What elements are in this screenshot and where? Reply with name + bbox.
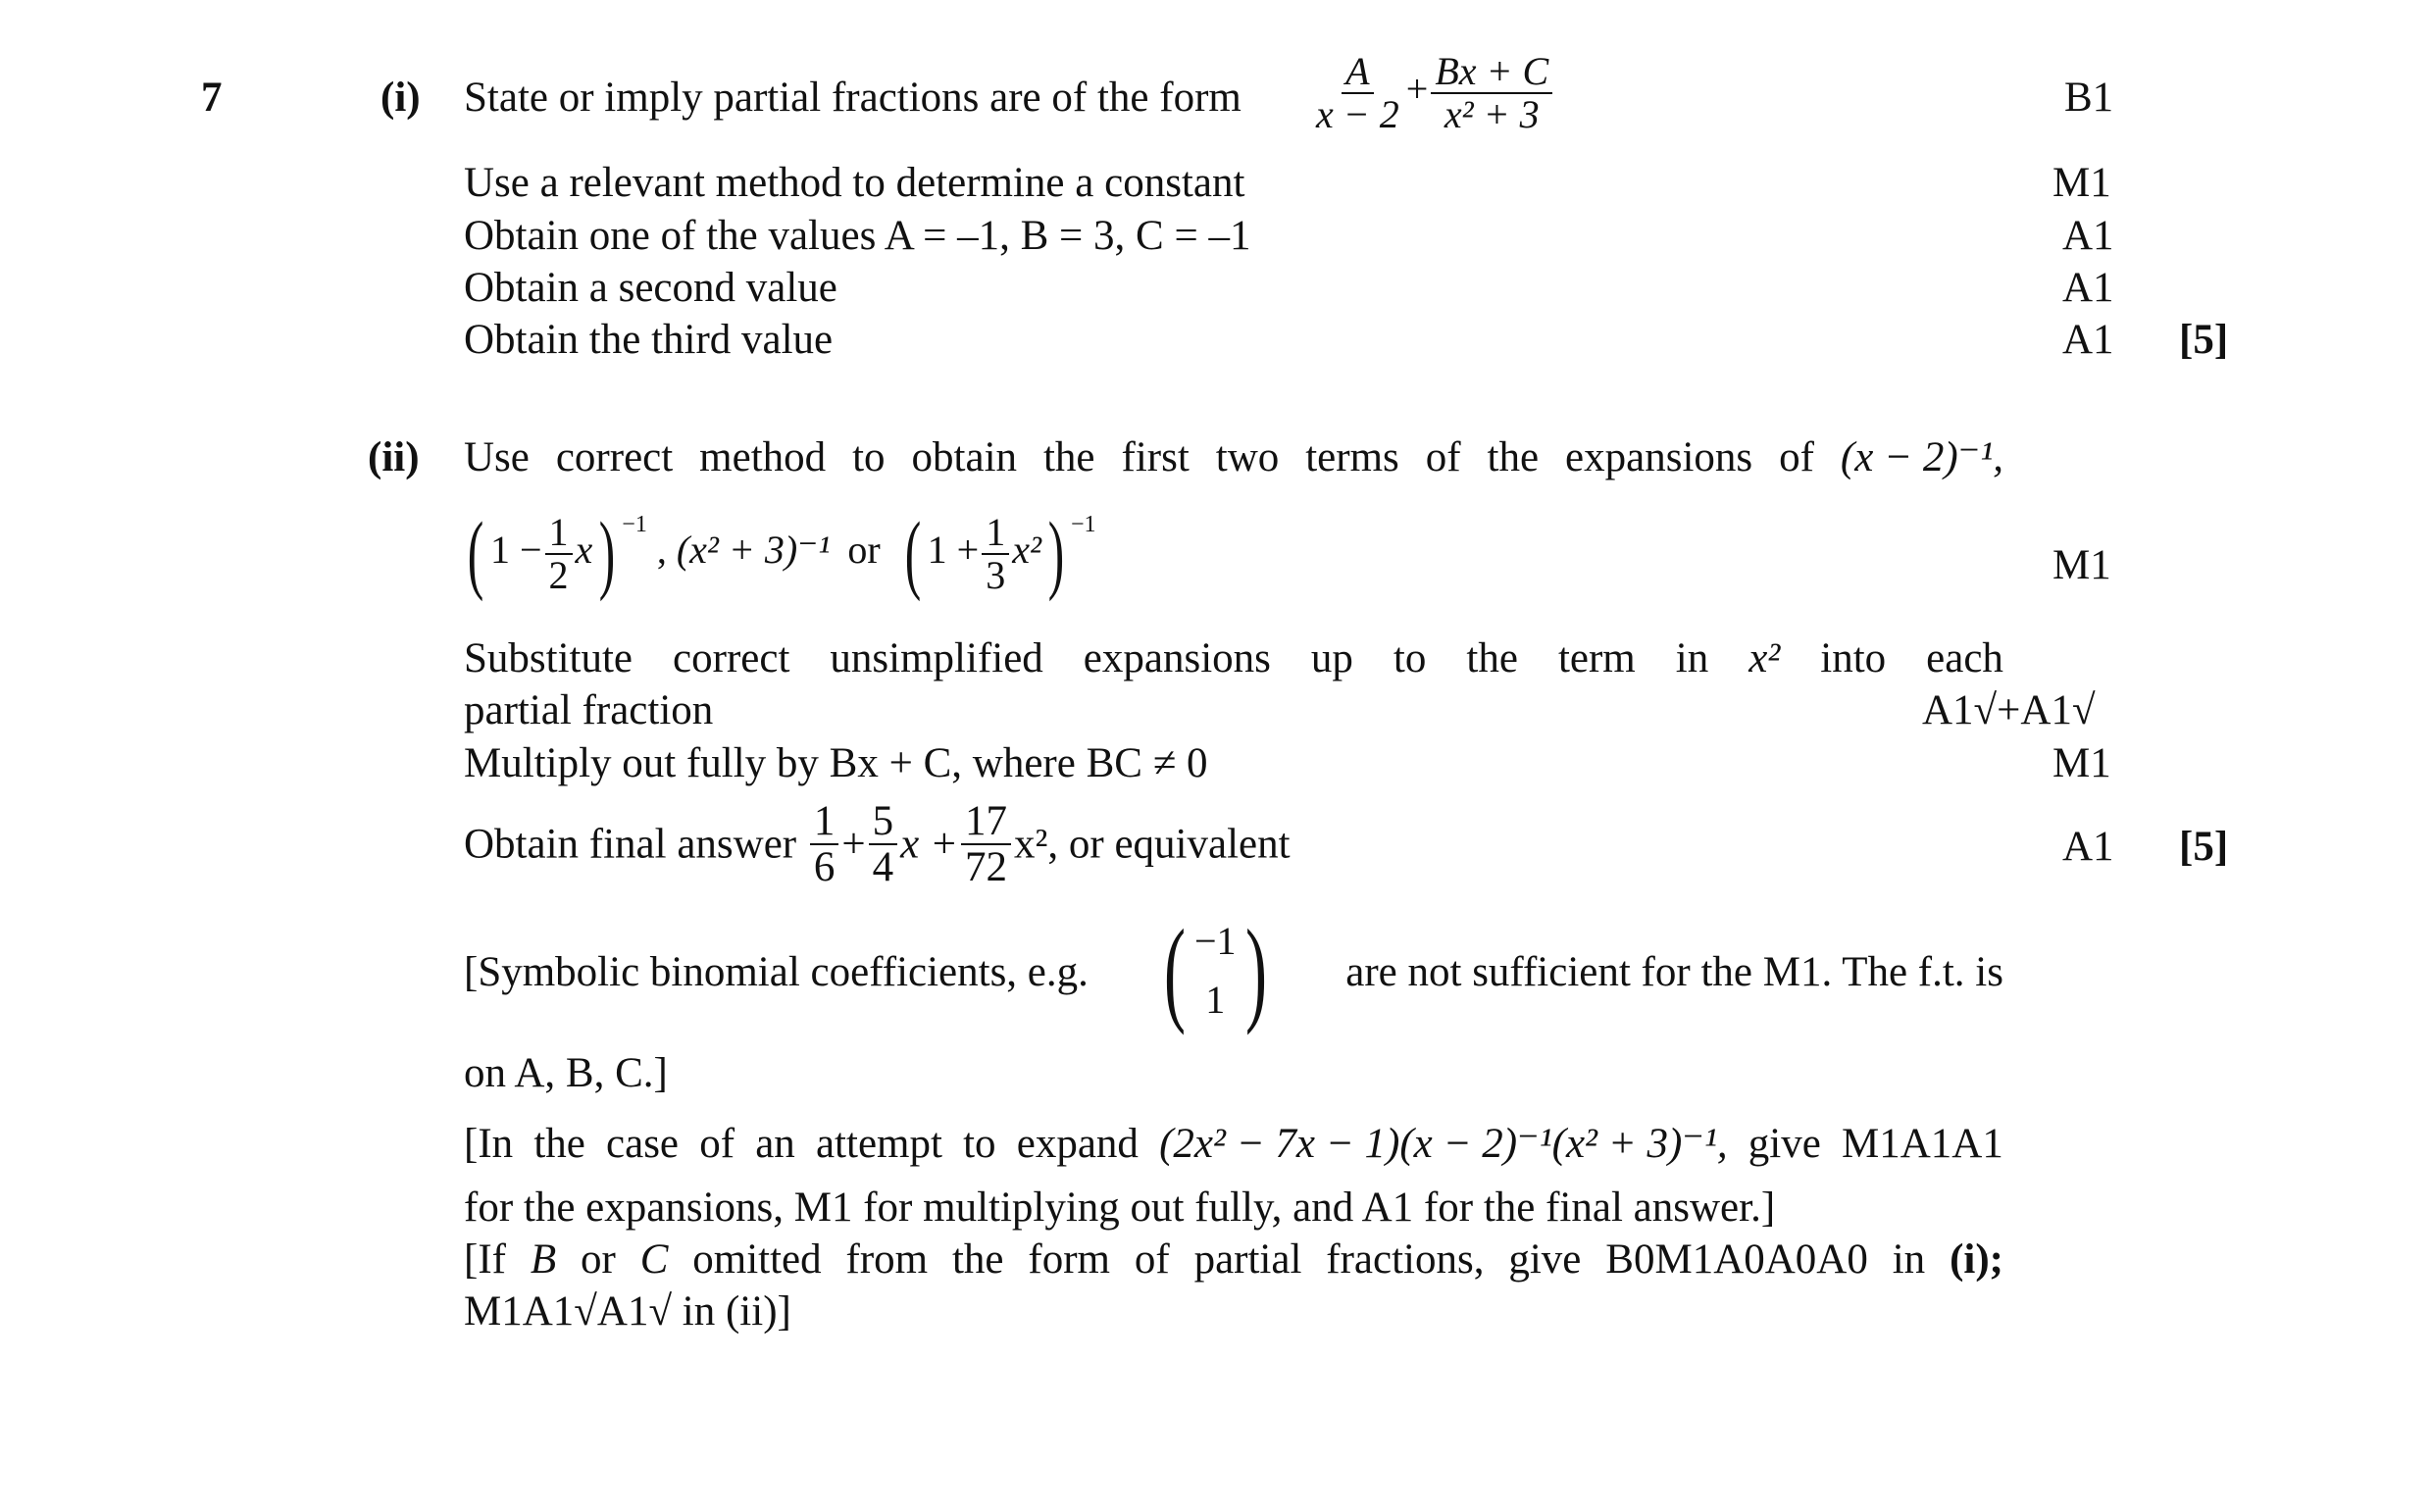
mark-m1-multiply: M1 xyxy=(2052,740,2111,786)
substitute-line1: Substitute correct unsimplified expansions up to the term in x² into each xyxy=(464,635,2003,681)
note-expand-line2: for the expansions, M1 for multiplying out fully, and A1 for the final answer.] xyxy=(464,1184,1776,1231)
note-omitted-line1: [If B or C omitted from the form of partial fractions, give B0M1A0A0A0 in (i); xyxy=(464,1236,2003,1283)
part-i-label: (i) xyxy=(380,75,421,121)
mark-b1: B1 xyxy=(2064,75,2114,121)
part-i-row-4: Obtain the third value xyxy=(464,317,834,363)
note-expand-line1: [In the case of an attempt to expand (2x² − 7x − 1)(x − 2)⁻¹(x² + 3)⁻¹, give M1A1A1 xyxy=(464,1121,2003,1167)
mark-m1-expansions: M1 xyxy=(2052,542,2111,588)
binomial-coefficient: ( −1 1 ) xyxy=(1163,905,1267,1035)
mark-ft: A1√+A1√ xyxy=(1922,687,2096,733)
mark-a1-final: A1 xyxy=(2062,824,2114,870)
multiply-line: Multiply out fully by Bx + C, where BC ≠ 0 xyxy=(464,740,1208,786)
question-number: 7 xyxy=(201,75,223,121)
part-i-line1: State or imply partial fractions are of the form xyxy=(464,75,1241,121)
substitute-line2: partial fraction xyxy=(464,687,714,733)
final-answer-line: Obtain final answer $\frac{1}{6}$ + $\frac{5}{4}$ x + $\frac{17}{72}$ x², or equivalent xyxy=(464,798,1291,891)
note-symbolic-line2: on A, B, C.] xyxy=(464,1050,668,1096)
part-i-row-1: Use a relevant method to determine a constant xyxy=(464,160,1245,206)
mark-row-1: M1 xyxy=(2052,160,2111,206)
mark-row-3: A1 xyxy=(2062,265,2114,311)
part-ii-total: [5] xyxy=(2179,824,2229,870)
part-ii-line1: Use correct method to obtain the first two terms of the expansions of (x − 2)⁻¹, xyxy=(464,434,2003,480)
note-omitted-line2: M1A1√A1√ in (ii)] xyxy=(464,1288,791,1335)
partial-fraction-form: $\frac{A}{x - 2}$ + $\frac{Bx + C}{\text{x² + 3}}$ xyxy=(1309,51,1555,135)
expansion-forms: ( 1 − $\frac{1}{2}$ x) $^{-1}$ , (x² + 3)⁻¹ or ( 1 + $\frac{1}{3}$ x²) $^{-1}$ xyxy=(467,505,1096,602)
part-i-total: [5] xyxy=(2179,317,2229,363)
note-symbolic-right: are not sufficient for the M1. The f.t. is xyxy=(1345,949,2003,995)
part-i-row-3: Obtain a second value xyxy=(464,265,837,311)
mark-row-4: A1 xyxy=(2062,317,2114,363)
note-symbolic-left: [Symbolic binomial coefficients, e.g. xyxy=(464,949,1089,995)
part-ii-label: (ii) xyxy=(368,434,420,480)
mark-row-2: A1 xyxy=(2062,213,2114,259)
part-i-row-2: Obtain one of the values A = –1, B = 3, C = –1 xyxy=(464,213,1251,259)
